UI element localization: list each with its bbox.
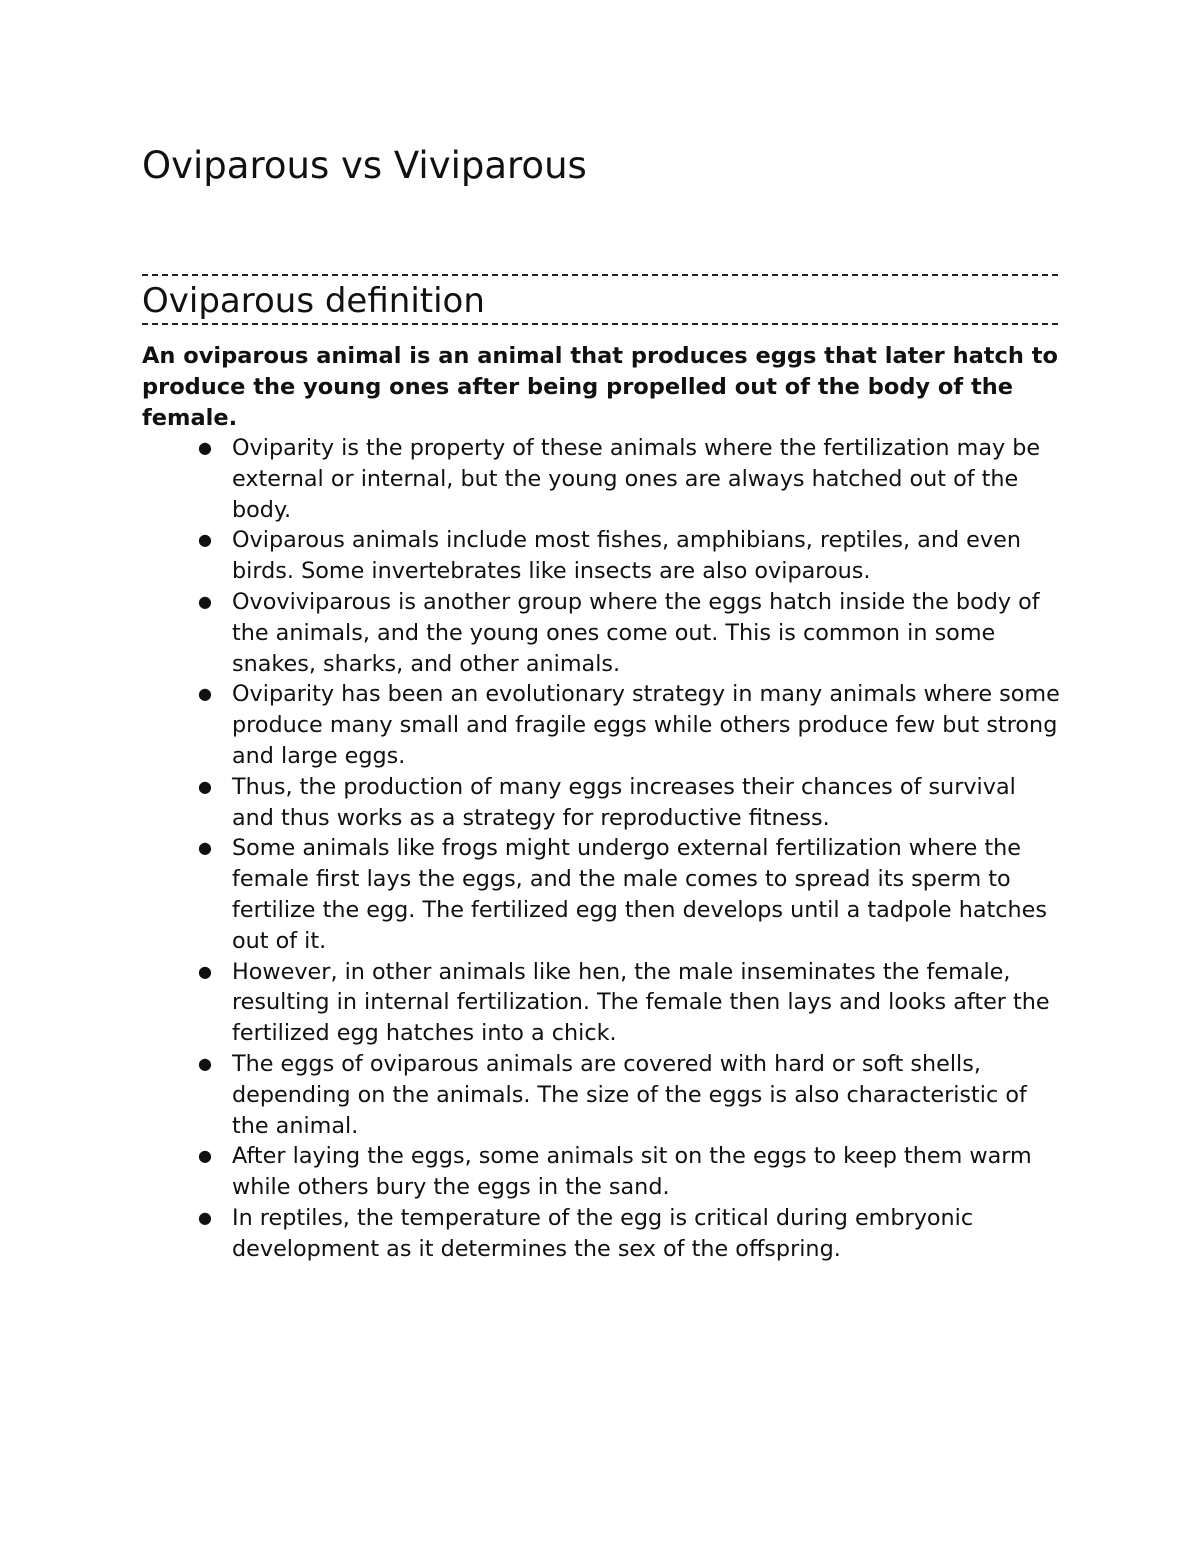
list-item-text: Ovoviviparous is another group where the eggs hatch inside the body of the animals, and the young ones come out. This is common in some snakes, sharks, and other animals.	[232, 588, 1040, 677]
bullet-dot-icon: ●	[198, 838, 212, 858]
list-item	[190, 525, 1060, 587]
list-item	[190, 1049, 1060, 1141]
list-item-text: Thus, the production of many eggs increases their chances of survival and thus works as a strategy for reproductive fitness.	[232, 773, 1016, 831]
bullet-dot-icon: ●	[198, 1053, 212, 1073]
list-item-text: The eggs of oviparous animals are covered with hard or soft shells, depending on the animals. The size of the eggs is also characteristic of the animal.	[232, 1050, 1027, 1139]
list-item	[190, 1203, 1060, 1265]
list-item-text: Oviparity is the property of these animals where the fertilization may be external or internal, but the young ones are always hatched out of the body.	[232, 435, 1041, 523]
bullet-dot-icon: ●	[198, 1207, 212, 1227]
section-heading: Oviparous definition	[142, 280, 495, 322]
document-title: Oviparous vs Viviparous	[142, 144, 587, 187]
list-item-text: Oviparous animals include most fishes, amphibians, reptiles, and even birds. Some invertebrates like insects are also oviparous.	[232, 527, 1021, 585]
list-item-text: In reptiles, the temperature of the egg is critical during embryonic development as it determines the sex of the offspring.	[232, 1204, 974, 1262]
heading-rule-bottom	[142, 323, 1058, 325]
bullet-dot-icon: ●	[198, 530, 212, 550]
list-item	[190, 433, 1060, 525]
list-item	[190, 1141, 1060, 1203]
bullet-dot-icon: ●	[198, 438, 212, 457]
list-item	[190, 772, 1060, 834]
bullet-list	[190, 433, 1060, 1265]
list-item	[190, 587, 1060, 679]
heading-rule-top	[142, 274, 1058, 276]
list-item	[190, 833, 1060, 956]
bullet-dot-icon: ●	[198, 1146, 212, 1166]
bullet-dot-icon: ●	[198, 684, 212, 704]
list-item-text: After laying the eggs, some animals sit on the eggs to keep them warm while others bury the eggs in the sand.	[232, 1143, 1032, 1201]
list-item	[190, 679, 1060, 771]
bullet-dot-icon: ●	[198, 961, 212, 981]
bullet-dot-icon: ●	[198, 776, 212, 796]
list-item-text: However, in other animals like hen, the male inseminates the female, resulting in internal fertilization. The female then lays and looks after the fertilized egg hatches into a chick.	[232, 958, 1050, 1047]
list-item-text: Oviparity has been an evolutionary strategy in many animals where some produce many small and fragile eggs while others produce few but strong and large eggs.	[232, 681, 1060, 769]
list-item-text: Some animals like frogs might undergo external fertilization where the female first lays the eggs, and the male comes to spread its sperm to fertilize the egg. The fertilized egg then develops until a tadpole hatches out of it.	[232, 835, 1047, 954]
definition-paragraph: An oviparous animal is an animal that produces eggs that later hatch to produce the young ones after being propelled out of the body of the female.	[142, 343, 1058, 431]
list-item	[190, 957, 1060, 1049]
bullet-dot-icon: ●	[198, 591, 212, 611]
